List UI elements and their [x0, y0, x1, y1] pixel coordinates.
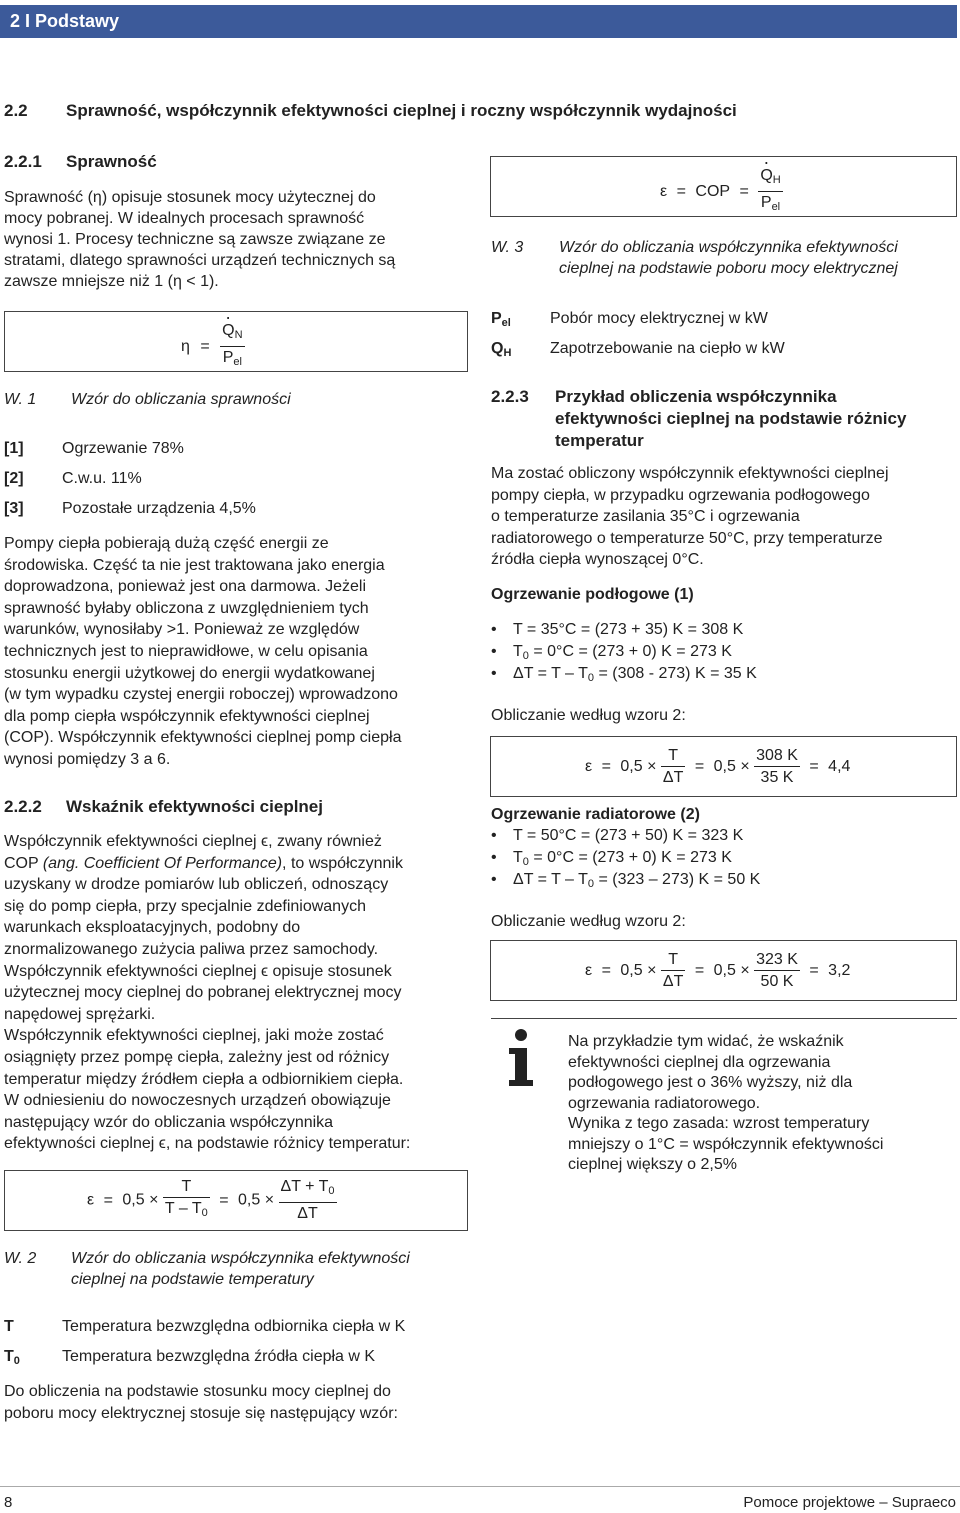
formula-equals: =: [601, 962, 611, 979]
efficiency-paragraph: [4, 187, 474, 292]
text-line: sprawność byłaby obliczona z uwzględnieniem tych: [4, 599, 369, 617]
legend-symbol: T: [4, 1348, 14, 1365]
formula-coefficient: 0,5: [713, 758, 736, 775]
list-subscript: 0: [587, 878, 594, 890]
text-line: temperatur między źródłem ciepła a odbiornikiem ciepła.: [4, 1070, 404, 1088]
text-line: o temperaturze zasilania 35°C i ogrzewania: [491, 508, 800, 526]
list-item: [491, 641, 757, 663]
list-item: [491, 825, 760, 847]
formula-box-floor: [490, 736, 957, 797]
section-2-2-3-heading: [491, 386, 906, 452]
list-item: [491, 663, 757, 685]
formula-coefficient: 0,5: [122, 1191, 145, 1209]
text-part: , to współczynnik: [282, 854, 403, 872]
list-text: = 0°C = (273 + 0) K = 273 K: [528, 849, 732, 866]
formula-times: ×: [740, 962, 750, 979]
formula-times: ×: [740, 758, 750, 775]
formula-numerator: 308 K: [756, 747, 798, 764]
list-item: [4, 468, 256, 498]
formula-equals: =: [694, 758, 705, 775]
text-line: (w tym wypadku czystej energii roboczej) wprowadzono: [4, 686, 398, 704]
list-item: [491, 619, 757, 641]
formula-box-radiator: [490, 940, 957, 1001]
formula-symbol: ε: [660, 183, 668, 200]
list-item: [4, 438, 256, 468]
page-header: [0, 5, 957, 38]
formula-denominator: ΔT: [279, 1202, 337, 1224]
formula-symbol: ε: [585, 962, 593, 979]
formula-fraction: [279, 1176, 337, 1224]
formula-equals: =: [809, 758, 819, 775]
formula-fraction: [754, 745, 800, 788]
text-line: znormalizowanego zużycia paliwa przez samochody.: [4, 940, 379, 958]
list-subscript: 0: [522, 650, 529, 662]
formula-subscript: N: [234, 329, 243, 341]
caption-label: W. 2: [4, 1250, 37, 1267]
section-title: Sprawność, współczynnik efektywności cieplnej i roczny współczynnik wydajności: [66, 101, 737, 120]
list-item: [4, 498, 256, 528]
text-line: źródła ciepła wynoszącej 0°C.: [491, 551, 704, 569]
list-subscript: 0: [522, 856, 529, 868]
formula-box-1: [4, 311, 468, 372]
text-line: mniejszy o 1°C = współczynnik efektywności: [568, 1135, 884, 1153]
legend-row: [4, 1346, 405, 1376]
formula-numerator: 323 K: [756, 951, 798, 968]
info-divider: [491, 1018, 957, 1019]
footer-title: Pomoce projektowe – Supraeco: [743, 1494, 956, 1511]
text-line: warunkach eksploatacyjnych, podobny do: [4, 919, 301, 937]
temperature-formula: [87, 1176, 337, 1224]
text-part-italic: (ang. Coefficient Of Performance): [42, 854, 283, 872]
formula-equals: =: [694, 962, 705, 979]
formula-subscript: 0: [328, 1185, 335, 1197]
section-number: 2.2.3: [491, 387, 529, 406]
text-line: efektywności cieplnej ϵ, na podstawie różnicy temperatur:: [4, 1135, 411, 1153]
footer-rule: [0, 1486, 960, 1487]
radiator-heating-title: Ogrzewanie radiatorowe (2): [491, 806, 700, 823]
text-line: Ma zostać obliczony współczynnik efektywności cieplnej: [491, 465, 889, 482]
list-item: [491, 869, 760, 891]
caption-w2: [4, 1248, 410, 1290]
section-number: 2.2.1: [4, 152, 42, 171]
caption-text: cieplnej na podstawie poboru mocy elektrycznej: [559, 260, 898, 277]
text-part: COP: [4, 854, 43, 872]
text-line: Pompy ciepła pobierają dużą część energii ze: [4, 535, 329, 552]
text-line: Współczynnik efektywności cieplnej ϵ, zwany również: [4, 833, 382, 850]
formula-result: 3,2: [828, 962, 851, 979]
text-line: Współczynnik efektywności cieplnej ϵ opisuje stosunek: [4, 962, 392, 980]
text-line: uzyskany w drodze pomiarów lub obliczeń, odnoszący: [4, 876, 389, 894]
legend-text: Pobór mocy elektrycznej w kW: [550, 310, 768, 327]
caption-w3: [491, 237, 898, 279]
formula-equals: =: [200, 338, 210, 355]
formula-denominator: ΔT: [661, 766, 685, 788]
formula-times: ×: [647, 962, 657, 979]
efficiency-formula: [181, 320, 245, 373]
section-number: 2.2.2: [4, 797, 42, 816]
legend-symbol: P: [491, 310, 502, 327]
formula-numerator: ΔT + T: [280, 1178, 329, 1195]
radiator-calc-label: Obliczanie według wzoru 2:: [491, 913, 686, 930]
temperature-legend: [4, 1316, 405, 1376]
list-tag: [3]: [4, 500, 24, 517]
cop-legend: [491, 308, 785, 368]
legend-text: Zapotrzebowanie na ciepło w kW: [550, 340, 785, 357]
page-number: 8: [4, 1494, 13, 1511]
list-text: Pozostałe urządzenia 4,5%: [62, 500, 256, 517]
radiator-heating-list: [491, 825, 760, 891]
formula-subscript: el: [233, 356, 242, 368]
formula-result: 4,4: [828, 758, 851, 775]
formula-fraction: [220, 320, 244, 373]
formula-denominator: 35 K: [754, 766, 800, 788]
formula-equals: =: [809, 962, 819, 979]
caption-w1: [4, 389, 291, 410]
list-subscript: 0: [587, 672, 594, 684]
radiator-formula: [585, 949, 850, 992]
formula-times: ×: [647, 758, 657, 775]
formula-equals: =: [103, 1191, 113, 1209]
legend-row: [491, 338, 785, 368]
section-2-2-2-heading: [4, 796, 323, 817]
text-line: środowiska. Część ta nie jest traktowana jako energia: [4, 556, 385, 574]
text-line: dla pomp ciepła współczynnik efektywności cieplnej: [4, 707, 370, 725]
caption-text: Wzór do obliczania współczynnika efektywności: [559, 239, 898, 256]
list-text: = (308 - 273) K = 35 K: [594, 665, 757, 682]
legend-row: [491, 308, 785, 338]
text-line: następujący wzór do obliczania współczynnika: [4, 1113, 334, 1131]
text-line: efektywności cieplnej dla ogrzewania: [568, 1053, 831, 1071]
formula-subscript: el: [771, 201, 781, 213]
text-line: ogrzewania radiatorowego.: [568, 1094, 761, 1112]
list-text: T: [513, 643, 523, 660]
legend-row: [4, 1316, 405, 1346]
text-line: wynosi 1. Procesy techniczne są zawsze związane ze: [4, 231, 386, 248]
text-line: technicznych jest to nieprawidłowe, w celu opisania: [4, 642, 368, 660]
formula-denominator: ΔT: [661, 970, 685, 992]
text-line: osiągnięty przez pompę ciepła, zależny jest od różnicy: [4, 1048, 390, 1066]
section-title: efektywności cieplnej na podstawie różnicy: [555, 409, 907, 428]
text-line: się do pomp ciepła, przy specjalnie zdefiniowanych: [4, 897, 366, 915]
formula-coefficient: 0,5: [713, 962, 736, 979]
floor-calc-label: Obliczanie według wzoru 2:: [491, 707, 686, 724]
list-text: ΔT = T – T: [513, 665, 588, 682]
text-line: (COP). Współczynnik efektywności cieplnej pomp ciepła: [4, 729, 402, 747]
formula-box-3: [490, 156, 957, 217]
section-title: Sprawność: [66, 152, 157, 171]
formula-fraction: [163, 1176, 210, 1224]
example-intro: [491, 463, 960, 571]
closing-paragraph: [4, 1381, 479, 1424]
list-text: T = 35°C = (273 + 35) K = 308 K: [513, 621, 744, 638]
formula-symbol: ε: [87, 1191, 95, 1209]
text-line: Współczynnik efektywności cieplnej, jaki może zostać: [4, 1027, 384, 1045]
floor-heating-list: [491, 619, 757, 685]
formula-numerator: T: [181, 1178, 192, 1195]
list-text: = 0°C = (273 + 0) K = 273 K: [528, 643, 732, 660]
formula-fraction: [661, 745, 685, 788]
section-number: 2.2: [4, 101, 28, 120]
legend-text: Temperatura bezwzględna źródła ciepła w K: [62, 1348, 376, 1365]
text-line: [4, 853, 479, 875]
floor-heating-title: Ogrzewanie podłogowe (1): [491, 586, 694, 603]
formula-fraction: [758, 165, 782, 218]
list-text: ΔT = T – T: [513, 871, 588, 888]
caption-label: W. 1: [4, 391, 37, 408]
formula-equals: =: [601, 758, 611, 775]
text-line: Na przykładzie tym widać, że wskaźnik: [568, 1033, 844, 1050]
caption-text: Wzór do obliczania sprawności: [71, 391, 291, 408]
text-line: pompy ciepła, w przypadku ogrzewania podłogowego: [491, 486, 870, 504]
text-line: mocy pobranej. W idealnych procesach sprawność: [4, 210, 365, 227]
formula-symbol: η: [181, 338, 190, 355]
heat-pump-paragraph: [4, 533, 479, 771]
text-line: Do obliczenia na podstawie stosunku mocy cieplnej do: [4, 1383, 391, 1400]
formula-equals: =: [676, 183, 686, 200]
formula-numerator: · Q: [222, 320, 234, 341]
legend-text: Temperatura bezwzględna odbiornika ciepła w K: [62, 1318, 406, 1335]
text-line: Sprawność (η) opisuje stosunek mocy użytecznej do: [4, 189, 376, 206]
text-line: doprowadzona, ponieważ jest ona darmowa. Jeżeli: [4, 578, 366, 596]
legend-symbol: Q: [491, 340, 504, 357]
text-line: warunków, wynosiłaby >1. Ponieważ ze względów: [4, 621, 360, 639]
section-2-2-1-heading: [4, 151, 157, 172]
header-title: 2 I Podstawy: [10, 11, 120, 31]
legend-subscript: H: [503, 347, 512, 359]
formula-numerator: T: [668, 951, 679, 968]
cop-paragraph: [4, 831, 479, 1155]
formula-numerator: T: [668, 747, 679, 764]
formula-equals: =: [739, 183, 749, 200]
text-line: stratami, dlatego sprawności urządzeń technicznych są: [4, 252, 396, 269]
formula-denominator: P: [760, 194, 772, 211]
text-line: podłogowego jest o 36% wyższy, niż dla: [568, 1074, 853, 1091]
section-title: temperatur: [555, 431, 644, 450]
formula-denominator: P: [222, 349, 234, 366]
list-text: C.w.u. 11%: [62, 470, 142, 487]
formula-coefficient: 0,5: [620, 962, 643, 979]
info-note: [568, 1032, 958, 1176]
formula-denominator: T – T: [164, 1200, 202, 1217]
text-line: radiatorowego o temperaturze 50°C, przy temperaturze: [491, 529, 883, 547]
list-tag: [2]: [4, 470, 24, 487]
formula-fraction: [754, 949, 800, 992]
text-line: napędowej sprężarki.: [4, 1005, 156, 1023]
section-title: Wskaźnik efektywności cieplnej: [66, 797, 323, 816]
list-text: = (323 – 273) K = 50 K: [594, 871, 761, 888]
text-line: Wynika z tego zasada: wzrost temperatury: [568, 1115, 870, 1132]
text-line: W odniesieniu do nowoczesnych urządzeń obowiązuje: [4, 1092, 391, 1110]
formula-subscript: 0: [201, 1207, 208, 1219]
list-tag: [1]: [4, 440, 24, 457]
text-line: użytecznej mocy cieplnej do pobranej elektrycznej mocy: [4, 984, 402, 1002]
caption-label: W. 3: [491, 239, 524, 256]
formula-term: COP: [695, 183, 731, 200]
cop-formula: [660, 165, 783, 218]
list-text: Ogrzewanie 78%: [62, 440, 184, 457]
formula-box-2: [4, 1170, 468, 1231]
formula-times: ×: [149, 1191, 159, 1209]
caption-text: Wzór do obliczania współczynnika efektywności: [71, 1250, 410, 1267]
formula-coefficient: 0,5: [620, 758, 643, 775]
formula-coefficient: 0,5: [238, 1191, 261, 1209]
formula-times: ×: [264, 1191, 275, 1209]
floor-formula: [585, 745, 850, 788]
text-line: stosunku energii użytkowej do energii wydatkowanej: [4, 664, 375, 682]
text-line: cieplnej większy o 2,5%: [568, 1156, 737, 1173]
formula-subscript: H: [772, 174, 781, 186]
formula-numerator: · Q: [760, 165, 772, 186]
info-icon: [491, 1021, 551, 1093]
legend-subscript: 0: [13, 1355, 20, 1367]
legend-subscript: el: [501, 317, 511, 329]
formula-fraction: [661, 949, 685, 992]
formula-equals: =: [219, 1191, 229, 1209]
list-text: T = 50°C = (273 + 50) K = 323 K: [513, 827, 744, 844]
section-title: Przykład obliczenia współczynnika: [555, 387, 837, 406]
legend-symbol: T: [4, 1318, 14, 1335]
formula-denominator: 50 K: [754, 970, 800, 992]
distribution-list: [4, 438, 256, 528]
text-line: zawsze mniejsze niż 1 (η < 1).: [4, 273, 219, 290]
text-line: poboru mocy elektrycznej stosuje się następujący wzór:: [4, 1404, 398, 1422]
caption-text: cieplnej na podstawie temperatury: [71, 1271, 314, 1288]
list-text: T: [513, 849, 523, 866]
list-item: [491, 847, 760, 869]
section-2-2-heading: [4, 100, 944, 121]
text-line: wynosi pomiędzy 3 a 6.: [4, 750, 171, 768]
formula-symbol: ε: [585, 758, 593, 775]
